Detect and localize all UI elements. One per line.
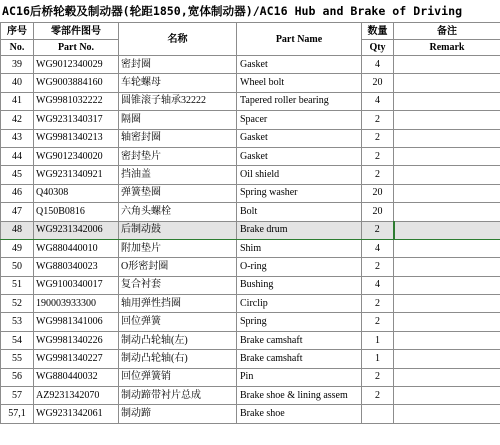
cell-name-en[interactable]: O-ring [237, 258, 362, 276]
cell-part-no[interactable]: WG880440010 [34, 239, 119, 257]
cell-name-cn[interactable]: 制动凸轮轴(右) [119, 350, 237, 368]
cell-name-en[interactable]: Circlip [237, 295, 362, 313]
cell-no[interactable]: 48 [1, 221, 34, 239]
cell-no[interactable]: 41 [1, 92, 34, 110]
cell-name-en[interactable]: Bolt [237, 203, 362, 221]
cell-qty[interactable]: 20 [362, 184, 394, 202]
table-row[interactable] [1, 184, 500, 202]
table-row[interactable] [1, 74, 500, 92]
cell-name-en[interactable]: Wheel bolt [237, 74, 362, 92]
cell-part-no[interactable]: WG9231342006 [34, 221, 119, 239]
header-qty-cn[interactable]: 数量 [362, 23, 394, 40]
cell-name-cn[interactable]: 回位弹簧 [119, 313, 237, 331]
header-no-cn[interactable]: 序号 [1, 23, 34, 40]
cell-name-cn[interactable]: 密封垫片 [119, 147, 237, 165]
cell-name-cn[interactable]: 复合衬套 [119, 276, 237, 294]
cell-name-en[interactable]: Gasket [237, 129, 362, 147]
cell-remark[interactable] [394, 405, 500, 423]
cell-name-cn[interactable]: 轴用弹性挡圈 [119, 295, 237, 313]
cell-name-cn[interactable]: 制动蹄 [119, 405, 237, 423]
cell-name-en[interactable]: Pin [237, 368, 362, 386]
table-row[interactable] [1, 387, 500, 405]
cell-name-en[interactable]: Brake drum [237, 221, 362, 239]
cell-name-cn[interactable]: 后制动鼓 [119, 221, 237, 239]
cell-remark[interactable] [394, 276, 500, 294]
parts-table [0, 22, 500, 424]
cell-part-no[interactable]: AZ9231342070 [34, 387, 119, 405]
cell-qty[interactable]: 2 [362, 147, 394, 165]
cell-name-en[interactable]: Brake camshaft [237, 331, 362, 349]
cell-remark[interactable] [394, 56, 500, 74]
cell-remark[interactable] [394, 111, 500, 129]
cell-remark[interactable] [394, 387, 500, 405]
cell-qty[interactable]: 4 [362, 56, 394, 74]
cell-no[interactable]: 52 [1, 295, 34, 313]
cell-qty[interactable]: 2 [362, 221, 394, 239]
header-row [1, 23, 500, 40]
cell-no[interactable]: 44 [1, 147, 34, 165]
cell-no[interactable]: 49 [1, 239, 34, 257]
cell-part-no[interactable]: Q40308 [34, 184, 119, 202]
cell-part-no[interactable]: WG9231340317 [34, 111, 119, 129]
table-row[interactable] [1, 92, 500, 110]
cell-part-no[interactable]: WG9012340029 [34, 56, 119, 74]
cell-qty[interactable]: 4 [362, 276, 394, 294]
table-row[interactable] [1, 166, 500, 184]
cell-name-cn[interactable]: 圆锥滚子轴承32222 [119, 92, 237, 110]
cell-name-cn[interactable]: 密封圈 [119, 56, 237, 74]
cell-name-en[interactable]: Brake shoe [237, 405, 362, 423]
header-part-cn[interactable]: 零部件图号 [34, 23, 119, 40]
cell-name-en[interactable]: Gasket [237, 56, 362, 74]
cell-remark[interactable] [394, 203, 500, 221]
table-row[interactable] [1, 368, 500, 386]
header-remark-cn[interactable]: 备注 [394, 23, 500, 40]
cell-no[interactable]: 56 [1, 368, 34, 386]
table-row[interactable] [1, 313, 500, 331]
table-row[interactable] [1, 239, 500, 257]
cell-part-no[interactable]: WG9981340226 [34, 331, 119, 349]
table-row[interactable] [1, 203, 500, 221]
header-qty-en[interactable]: Qty [362, 40, 394, 56]
cell-no[interactable]: 45 [1, 166, 34, 184]
cell-no[interactable]: 53 [1, 313, 34, 331]
cell-name-en[interactable]: Spacer [237, 111, 362, 129]
cell-no[interactable]: 39 [1, 56, 34, 74]
cell-part-no[interactable]: WG9231342061 [34, 405, 119, 423]
header-no-en[interactable]: No. [1, 40, 34, 56]
cell-qty[interactable]: 2 [362, 111, 394, 129]
cell-remark[interactable] [394, 74, 500, 92]
cell-name-en[interactable]: Shim [237, 239, 362, 257]
cell-remark[interactable] [394, 184, 500, 202]
table-body [1, 56, 500, 424]
table-row[interactable] [1, 295, 500, 313]
cell-part-no[interactable]: WG9981341006 [34, 313, 119, 331]
cell-part-no[interactable]: WG9100340017 [34, 276, 119, 294]
cell-qty[interactable]: 4 [362, 239, 394, 257]
cell-part-no[interactable]: Q150B0816 [34, 203, 119, 221]
cell-part-no[interactable]: WG9981340227 [34, 350, 119, 368]
sheet-title: AC16后桥轮毂及制动器(轮距1850,宽体制动器)/AC16 Hub and Brake of Driving [2, 4, 463, 18]
cell-no[interactable]: 40 [1, 74, 34, 92]
table-row[interactable] [1, 147, 500, 165]
cell-name-en[interactable]: Bushing [237, 276, 362, 294]
cell-remark[interactable] [394, 92, 500, 110]
cell-remark[interactable] [394, 239, 500, 257]
cell-qty[interactable]: 2 [362, 166, 394, 184]
cell-part-no[interactable]: WG9003884160 [34, 74, 119, 92]
cell-remark[interactable] [394, 313, 500, 331]
cell-qty[interactable]: 1 [362, 350, 394, 368]
cell-qty[interactable]: 2 [362, 129, 394, 147]
header-remark-en[interactable]: Remark [394, 40, 500, 56]
cell-qty[interactable] [362, 405, 394, 423]
cell-name-cn[interactable]: 回位弹簧销 [119, 368, 237, 386]
header-name-en[interactable]: Part Name [237, 23, 362, 56]
cell-name-cn[interactable]: O形密封圈 [119, 258, 237, 276]
cell-no[interactable]: 57,1 [1, 405, 34, 423]
cell-name-en[interactable]: Oil shield [237, 166, 362, 184]
table-row[interactable] [1, 258, 500, 276]
cell-name-en[interactable]: Brake camshaft [237, 350, 362, 368]
cell-name-cn[interactable]: 挡油盖 [119, 166, 237, 184]
cell-part-no[interactable]: WG9981340213 [34, 129, 119, 147]
cell-remark[interactable] [394, 147, 500, 165]
table-row[interactable] [1, 129, 500, 147]
header-name-cn[interactable]: 名称 [119, 23, 237, 56]
cell-name-en[interactable]: Tapered roller bearing [237, 92, 362, 110]
cell-name-cn[interactable]: 轴密封圈 [119, 129, 237, 147]
cell-name-en[interactable]: Spring washer [237, 184, 362, 202]
cell-no[interactable]: 47 [1, 203, 34, 221]
cell-part-no[interactable]: WG880340023 [34, 258, 119, 276]
cell-name-en[interactable]: Brake shoe & lining assem [237, 387, 362, 405]
table-row[interactable] [1, 350, 500, 368]
cell-qty[interactable]: 2 [362, 368, 394, 386]
cell-part-no[interactable]: WG9981032222 [34, 92, 119, 110]
cell-no[interactable]: 51 [1, 276, 34, 294]
cell-remark[interactable] [394, 368, 500, 386]
table-row[interactable] [1, 111, 500, 129]
cell-name-en[interactable]: Gasket [237, 147, 362, 165]
cell-name-cn[interactable]: 车轮螺母 [119, 74, 237, 92]
cell-no[interactable]: 55 [1, 350, 34, 368]
cell-qty[interactable]: 20 [362, 74, 394, 92]
table-row[interactable] [1, 276, 500, 294]
cell-qty[interactable]: 2 [362, 313, 394, 331]
cell-no[interactable]: 50 [1, 258, 34, 276]
cell-name-cn[interactable]: 隔圈 [119, 111, 237, 129]
cell-no[interactable]: 42 [1, 111, 34, 129]
table-row[interactable] [1, 331, 500, 349]
cell-no[interactable]: 46 [1, 184, 34, 202]
cell-remark[interactable] [394, 258, 500, 276]
cell-qty[interactable]: 2 [362, 258, 394, 276]
cell-remark[interactable] [394, 331, 500, 349]
table-row[interactable] [1, 221, 500, 239]
cell-part-no[interactable]: WG9012340020 [34, 147, 119, 165]
cell-no[interactable]: 57 [1, 387, 34, 405]
cell-remark[interactable] [394, 350, 500, 368]
cell-remark[interactable] [394, 129, 500, 147]
cell-name-cn[interactable]: 附加垫片 [119, 239, 237, 257]
table-row[interactable] [1, 56, 500, 74]
cell-part-no[interactable]: WG880440032 [34, 368, 119, 386]
cell-qty[interactable]: 2 [362, 387, 394, 405]
cell-name-cn[interactable]: 制动凸轮轴(左) [119, 331, 237, 349]
cell-qty[interactable]: 2 [362, 295, 394, 313]
cell-name-en[interactable]: Spring [237, 313, 362, 331]
cell-name-cn[interactable]: 弹簧垫圈 [119, 184, 237, 202]
cell-qty[interactable]: 4 [362, 92, 394, 110]
cell-remark[interactable] [394, 221, 500, 239]
cell-no[interactable]: 43 [1, 129, 34, 147]
cell-qty[interactable]: 20 [362, 203, 394, 221]
cell-name-cn[interactable]: 六角头螺栓 [119, 203, 237, 221]
header-part-en[interactable]: Part No. [34, 40, 119, 56]
table-row[interactable] [1, 405, 500, 423]
cell-remark[interactable] [394, 295, 500, 313]
cell-part-no[interactable]: 190003933300 [34, 295, 119, 313]
cell-remark[interactable] [394, 166, 500, 184]
cell-qty[interactable]: 1 [362, 331, 394, 349]
cell-no[interactable]: 54 [1, 331, 34, 349]
cell-part-no[interactable]: WG9231340921 [34, 166, 119, 184]
cell-name-cn[interactable]: 制动蹄带衬片总成 [119, 387, 237, 405]
